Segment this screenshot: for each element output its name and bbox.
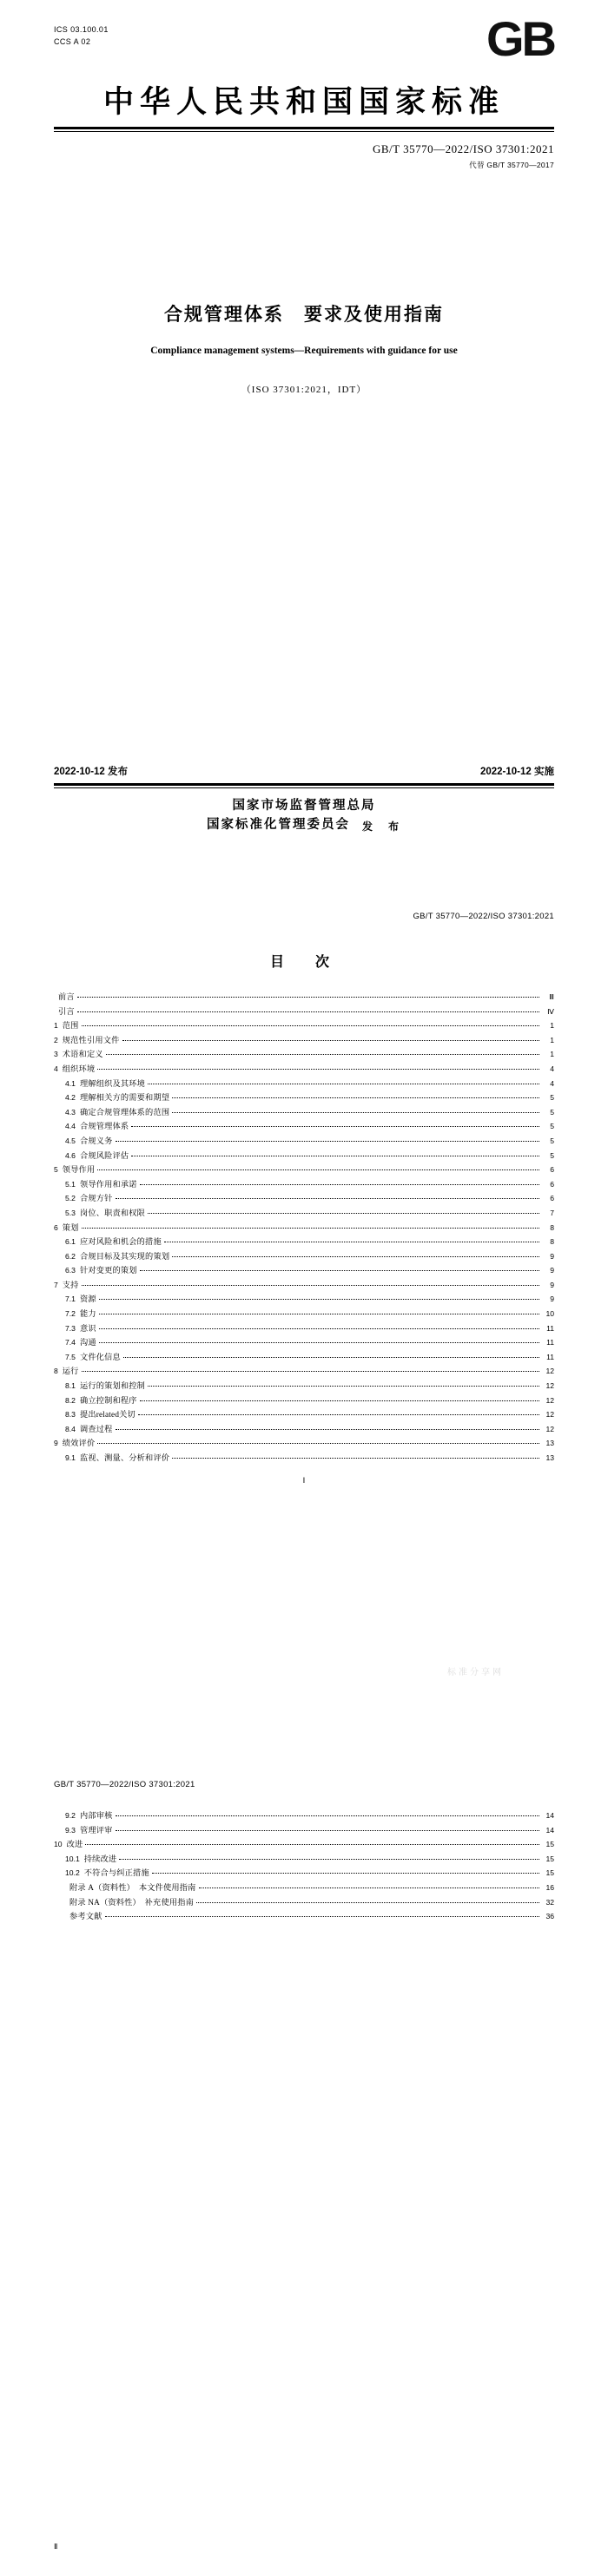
issue-date: 2022-10-12 发布 — [54, 767, 129, 777]
cover-rule-thick — [54, 783, 554, 786]
effective-date: 2022-10-12 实施 — [479, 767, 554, 777]
toc-entry-number: 4.5 — [65, 1136, 76, 1145]
toc-leader — [105, 1916, 539, 1917]
issuer-line-2: 国家标准化管理委员会 — [206, 817, 350, 832]
toc-entry-page: 4 — [550, 1078, 554, 1088]
toc-heading: 目 次 — [269, 955, 338, 970]
toc-leader — [99, 1299, 539, 1300]
toc-entry-number: 8.3 — [65, 1410, 76, 1420]
toc-entry-page: 15 — [545, 1868, 554, 1878]
toc-entry-page: 15 — [545, 1840, 554, 1849]
toc-entry-number: 6.3 — [65, 1266, 76, 1275]
toc-entry-number: 5.3 — [65, 1208, 76, 1217]
toc-entry-number: 3 — [54, 1050, 58, 1059]
toc-entry[interactable] — [54, 1238, 554, 1246]
toc-entry-label: 沟通 — [79, 1338, 96, 1347]
toc-entry-label: 能力 — [79, 1309, 96, 1319]
toc-leader — [82, 1285, 539, 1286]
toc-leader — [172, 1458, 539, 1459]
toc-entry[interactable] — [54, 1065, 554, 1073]
dates-row — [54, 764, 554, 778]
issuer-action: 发 布 — [361, 820, 401, 833]
toc-entry[interactable] — [54, 1295, 554, 1303]
toc-entry[interactable] — [54, 1899, 554, 1907]
toc-entry-label: 运行 — [62, 1367, 79, 1376]
toc-entry-label: 合规风险评估 — [79, 1150, 129, 1160]
toc-entry-number: 7.4 — [65, 1338, 76, 1347]
toc-entry[interactable] — [54, 1855, 554, 1863]
toc-entry-page: 9 — [550, 1266, 554, 1275]
gb-logo-text: GB — [486, 11, 554, 66]
toc-entry-page: 5 — [550, 1150, 554, 1160]
toc-entry-page: 15 — [545, 1854, 554, 1863]
toc-entry-number: 6.1 — [65, 1237, 76, 1247]
document-title-cn: 合规管理体系 要求及使用指南 — [164, 303, 444, 325]
toc-leader — [106, 1054, 539, 1055]
toc-entry-number: 1 — [54, 1021, 58, 1031]
issuer-line-1: 国家市场监督管理总局 — [232, 799, 376, 813]
toc-entry-label: 合规义务 — [79, 1136, 113, 1145]
toc-entry[interactable] — [54, 1426, 554, 1433]
toc-entry-label: 确定合规管理体系的范围 — [79, 1107, 170, 1117]
toc-entry-number: 6 — [54, 1222, 58, 1232]
toc-entry-label: 管理评审 — [79, 1825, 113, 1835]
standard-replaces: 代替 GB/T 35770—2017 — [469, 160, 554, 169]
toc-entry-page: Ⅲ — [549, 992, 554, 1001]
toc-entry-number: 7 — [54, 1280, 58, 1289]
toc-leader — [152, 1873, 539, 1874]
toc-entry-number: 5.1 — [65, 1179, 76, 1189]
toc-entry-page: 12 — [545, 1367, 554, 1376]
toc-entry-page: 5 — [550, 1107, 554, 1117]
toc-entry-page: 5 — [550, 1122, 554, 1131]
toc-entry-page: 12 — [545, 1381, 554, 1391]
toc-entry-number: 8 — [54, 1367, 58, 1376]
toc-entry-label: 资源 — [79, 1295, 96, 1304]
toc-entry-label: 策划 — [62, 1222, 79, 1232]
toc-leader — [138, 1414, 539, 1415]
toc-entry[interactable] — [54, 1181, 554, 1189]
toc-entry-label: 支持 — [62, 1280, 79, 1289]
toc-entry[interactable] — [54, 993, 554, 1001]
toc-entry[interactable] — [54, 1913, 554, 1920]
toc-leader — [140, 1400, 539, 1401]
toc-entry-page: 14 — [545, 1811, 554, 1820]
idt-note: （ISO 37301:2021，IDT） — [241, 384, 367, 395]
toc-leader — [82, 1025, 539, 1026]
toc-entry-page: 9 — [550, 1251, 554, 1261]
toc-entry-number: 9 — [54, 1439, 58, 1448]
toc-entry-number: 4.1 — [65, 1078, 76, 1088]
toc-entry-page: 6 — [550, 1194, 554, 1203]
toc-entry-label: 理解相关方的需要和期望 — [79, 1093, 170, 1103]
toc-leader — [116, 1429, 539, 1430]
toc-entry-label: 术语和定义 — [62, 1050, 103, 1059]
toc-entry[interactable] — [54, 1310, 554, 1318]
toc-entry-label: 组织环境 — [62, 1064, 96, 1073]
toc-entry-page: 7 — [550, 1208, 554, 1217]
toc-entry[interactable] — [54, 1195, 554, 1202]
toc-leader — [172, 1097, 539, 1098]
toc-entry-page: 36 — [545, 1912, 554, 1921]
toc-entry-number: 4.3 — [65, 1107, 76, 1117]
toc-entry-label: 运行的策划和控制 — [79, 1381, 146, 1391]
ics-code: ICS 03.100.01 — [54, 25, 109, 34]
national-standard-title: 中华人民共和国国家标准 — [102, 84, 505, 119]
toc-entry-page: 1 — [550, 1021, 554, 1031]
toc-entry[interactable] — [54, 1166, 554, 1174]
toc-entry-label: 合规管理体系 — [79, 1122, 129, 1131]
toc-leader — [82, 1371, 539, 1372]
folio-2: Ⅱ — [54, 2542, 58, 2551]
toc-entry-label: 应对风险和机会的措施 — [79, 1237, 162, 1247]
toc-entry-page: 8 — [550, 1222, 554, 1232]
toc-entry[interactable] — [54, 1827, 554, 1835]
toc-entry-label: 岗位、职责和权限 — [79, 1208, 146, 1217]
toc-leader — [172, 1256, 539, 1257]
toc-entry-page: 5 — [550, 1136, 554, 1145]
toc-entry-number: 4 — [54, 1064, 58, 1073]
toc-leader — [116, 1198, 539, 1199]
title-rule-thin — [54, 131, 554, 132]
toc-leader — [99, 1328, 539, 1329]
toc-entry-number: 5 — [54, 1165, 58, 1175]
toc-list-2 — [54, 1812, 554, 1920]
toc-leader — [196, 1902, 539, 1903]
toc-entry-label: 引言 — [58, 1006, 75, 1016]
toc-entry-label: 附录 A（资料性） 本文件使用指南 — [69, 1882, 196, 1892]
toc-entry-number: 10.1 — [65, 1854, 80, 1863]
standard-number: GB/T 35770—2022/ISO 37301:2021 — [372, 142, 554, 155]
toc-entry-page: 5 — [550, 1093, 554, 1103]
toc-entry-number: 10.2 — [65, 1868, 80, 1878]
toc-entry-label: 意识 — [79, 1323, 96, 1333]
toc-entry-number: 8.2 — [65, 1395, 76, 1405]
title-rule-thick — [54, 127, 554, 129]
watermark: 标准分享网 — [447, 1668, 504, 1677]
cover-page — [0, 0, 608, 877]
toc-leader — [82, 1228, 539, 1229]
toc-leader — [97, 1443, 539, 1444]
toc-entry-label: 内部审核 — [79, 1811, 113, 1820]
toc-entry-page: 11 — [546, 1352, 554, 1361]
toc-list-1 — [54, 993, 554, 1462]
toc-entry[interactable] — [54, 1812, 554, 1820]
toc-entry-number: 9.1 — [65, 1453, 76, 1462]
toc-entry-page: 4 — [550, 1064, 554, 1073]
toc-entry[interactable] — [54, 1411, 554, 1419]
toc-entry-number: 7.2 — [65, 1309, 76, 1319]
toc-entry[interactable] — [54, 1440, 554, 1447]
toc-leader — [77, 1011, 539, 1012]
toc-entry-label: 确立控制和程序 — [79, 1395, 137, 1405]
toc-entry-label: 提出related关切 — [79, 1410, 135, 1420]
toc-entry-page: 10 — [545, 1309, 554, 1319]
toc-leader — [85, 1844, 539, 1845]
toc-entry[interactable] — [54, 1397, 554, 1405]
toc-entry[interactable] — [54, 1884, 554, 1892]
toc-entry-page: 14 — [545, 1825, 554, 1835]
toc-entry[interactable] — [54, 1367, 554, 1375]
toc-entry-label: 监视、测量、分析和评价 — [79, 1453, 170, 1462]
issuer-block — [0, 797, 608, 835]
toc-leader — [77, 997, 539, 998]
folio-1: Ⅰ — [302, 1476, 306, 1486]
toc-entry[interactable] — [54, 1022, 554, 1030]
toc-entry[interactable] — [54, 1454, 554, 1462]
toc-entry-number: 7.3 — [65, 1323, 76, 1333]
toc-leader — [99, 1342, 539, 1343]
toc-entry-page: 32 — [545, 1897, 554, 1907]
toc-entry-page: 6 — [550, 1165, 554, 1175]
toc-entry-label: 前言 — [58, 992, 75, 1001]
toc-entry[interactable] — [54, 1051, 554, 1058]
toc-entry-page: 11 — [546, 1323, 554, 1333]
toc-entry-page: 16 — [545, 1882, 554, 1892]
toc-entry-label: 领导作用 — [62, 1165, 96, 1175]
document-title-en: Compliance management systems—Requirements with guidance for use — [150, 345, 458, 356]
toc-entry[interactable] — [54, 1339, 554, 1347]
toc-leader — [148, 1213, 539, 1214]
toc-entry-number: 4.4 — [65, 1122, 76, 1131]
toc-page-1 — [0, 877, 608, 1745]
toc-entry-label: 附录 NA（资料性） 补充使用指南 — [69, 1897, 194, 1907]
gb-logo — [452, 11, 554, 68]
toc-entry-page: 13 — [545, 1453, 554, 1462]
toc-entry-page: 1 — [550, 1035, 554, 1044]
toc-entry[interactable] — [54, 1094, 554, 1102]
toc-entry-label: 文件化信息 — [79, 1352, 121, 1361]
toc-leader — [116, 1815, 539, 1816]
toc-leader — [172, 1112, 539, 1113]
toc-entry-label: 理解组织及其环境 — [79, 1078, 146, 1088]
toc-entry-page: Ⅳ — [547, 1006, 554, 1016]
toc-entry-number: 5.2 — [65, 1194, 76, 1203]
toc-entry-label: 不符合与纠正措施 — [83, 1868, 149, 1878]
toc-leader — [122, 1040, 540, 1041]
toc-entry-label: 调查过程 — [79, 1424, 113, 1433]
toc-leader — [97, 1069, 539, 1070]
toc-leader — [148, 1386, 539, 1387]
toc-entry-label: 范围 — [62, 1021, 79, 1031]
toc-entry-label: 持续改进 — [83, 1854, 117, 1863]
toc-entry[interactable] — [54, 1869, 554, 1877]
toc-entry[interactable] — [54, 1253, 554, 1261]
cover-rule-thin — [54, 787, 554, 788]
toc-entry-number: 4.6 — [65, 1150, 76, 1160]
toc-entry-number: 8.4 — [65, 1424, 76, 1433]
toc-entry[interactable] — [54, 1382, 554, 1390]
toc-entry[interactable] — [54, 1281, 554, 1289]
toc-entry-label: 合规目标及其实现的策划 — [79, 1251, 170, 1261]
toc-page-2 — [0, 1745, 608, 2576]
toc-entry-page: 8 — [550, 1237, 554, 1247]
toc-entry-page: 12 — [545, 1410, 554, 1420]
toc-entry[interactable] — [54, 1137, 554, 1145]
toc-entry-number: 8.1 — [65, 1381, 76, 1391]
toc-entry-number: 9.3 — [65, 1825, 76, 1835]
toc-entry[interactable] — [54, 1008, 554, 1016]
toc-entry-number: 4.2 — [65, 1093, 76, 1103]
toc-entry-page: 12 — [545, 1395, 554, 1405]
toc-leader — [119, 1859, 539, 1860]
toc-entry-label: 参考文献 — [69, 1912, 102, 1921]
toc-entry-number: 7.5 — [65, 1352, 76, 1361]
toc-entry-page: 9 — [550, 1295, 554, 1304]
toc-entry-label: 领导作用和承诺 — [79, 1179, 137, 1189]
toc-entry[interactable] — [54, 1841, 554, 1848]
running-head-2: GB/T 35770—2022/ISO 37301:2021 — [54, 1780, 195, 1789]
toc-leader — [140, 1270, 539, 1271]
toc-entry[interactable] — [54, 1080, 554, 1088]
toc-entry-label: 改进 — [66, 1840, 83, 1849]
toc-entry-label: 规范性引用文件 — [62, 1035, 120, 1044]
toc-entry[interactable] — [54, 1123, 554, 1130]
toc-entry[interactable] — [54, 1267, 554, 1275]
toc-entry-label: 针对变更的策划 — [79, 1266, 137, 1275]
toc-entry[interactable] — [54, 1152, 554, 1160]
toc-entry[interactable] — [54, 1209, 554, 1217]
toc-entry[interactable] — [54, 1224, 554, 1232]
toc-leader — [131, 1126, 539, 1127]
running-head-1: GB/T 35770—2022/ISO 37301:2021 — [413, 912, 554, 921]
toc-leader — [97, 1169, 539, 1170]
ccs-code: CCS A 02 — [54, 36, 91, 46]
toc-leader — [116, 1141, 539, 1142]
toc-entry-label: 合规方针 — [79, 1194, 113, 1203]
toc-entry-page: 13 — [545, 1439, 554, 1448]
toc-entry[interactable] — [54, 1109, 554, 1117]
toc-entry-page: 6 — [550, 1179, 554, 1189]
toc-entry-number: 9.2 — [65, 1811, 76, 1820]
toc-entry-page: 1 — [550, 1050, 554, 1059]
toc-entry-page: 12 — [545, 1424, 554, 1433]
toc-entry[interactable] — [54, 1325, 554, 1333]
toc-entry[interactable] — [54, 1354, 554, 1361]
toc-entry-number: 2 — [54, 1035, 58, 1044]
toc-leader — [116, 1830, 539, 1831]
toc-entry-label: 绩效评价 — [62, 1439, 96, 1448]
toc-entry-number: 10 — [54, 1840, 63, 1849]
toc-entry[interactable] — [54, 1037, 554, 1044]
toc-leader — [140, 1184, 539, 1185]
toc-entry-page: 11 — [546, 1338, 554, 1347]
page-whitespace — [54, 1927, 554, 2058]
toc-entry-number: 7.1 — [65, 1295, 76, 1304]
toc-entry-page: 9 — [550, 1280, 554, 1289]
toc-entry-number: 6.2 — [65, 1251, 76, 1261]
toc-leader — [123, 1357, 539, 1358]
